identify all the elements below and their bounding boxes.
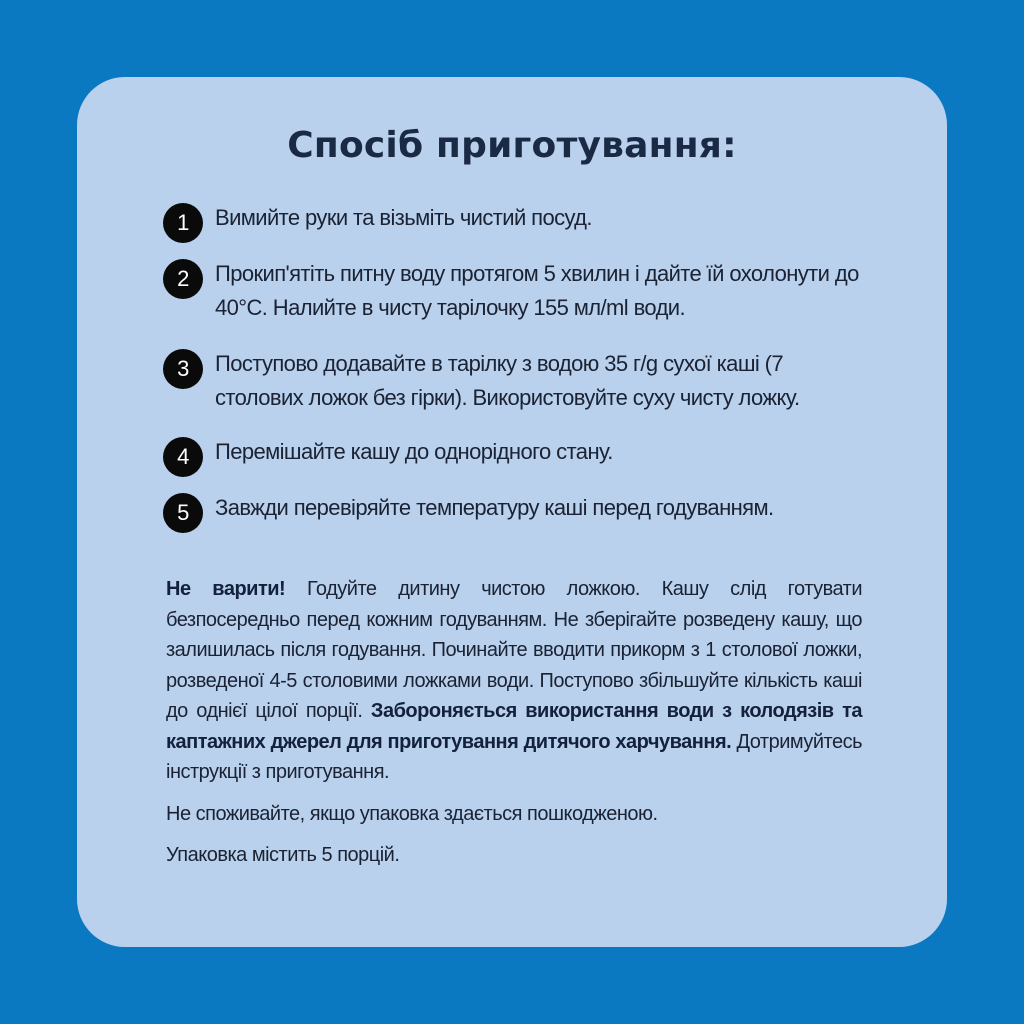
prohibition-bold: Забороняється використання води з колодязів та каптажних джерел для приготування дитячого харчування.: [166, 700, 862, 753]
step-number-badge: 2: [163, 259, 203, 299]
notes-section: [166, 574, 862, 871]
step-text: Перемішайте кашу до однорідного стану.: [215, 439, 613, 464]
instructions-card: [77, 77, 947, 947]
portions-note: Упаковка містить 5 порцій.: [166, 844, 400, 866]
step-text: Поступово додавайте в тарілку з водою 35 г/g сухої каші (7 столових ложок без гірки). Використовуйте суху чисту ложку.: [215, 351, 800, 410]
step-number-badge: 1: [163, 203, 203, 243]
step-1: [163, 201, 863, 235]
step-number-badge: 3: [163, 349, 203, 389]
warning-paragraph: [166, 574, 862, 788]
step-text: Вимийте руки та візьміть чистий посуд.: [215, 205, 592, 230]
step-text: Завжди перевіряйте температуру каші перед годуванням.: [215, 495, 774, 520]
step-text: Прокип'ятіть питну воду протягом 5 хвилин і дайте їй охолонути до 40°C. Налийте в чисту тарілочку 155 мл/ml води.: [215, 261, 859, 320]
instruction-text: Дотримуйтесь інструкції з приготування.: [166, 730, 862, 783]
step-4: [163, 435, 863, 469]
step-3: [163, 347, 863, 415]
step-5: [163, 491, 863, 525]
warning-bold: Не варити!: [166, 578, 286, 600]
step-2: [163, 257, 863, 325]
damaged-package-note: Не споживайте, якщо упаковка здається пошкодженою.: [166, 802, 658, 825]
steps-list: [163, 201, 863, 525]
step-number-badge: 4: [163, 437, 203, 477]
warning-text: Годуйте дитину чистою ложкою. Кашу слід готувати безпосередньо перед кожним годуванням. Не зберігайте розведену кашу, що залишилась після годування. Починайте вводити прикорм з 1 столової ложки, розведеної 4-5 столовими ложками води. Поступово збільшуйте кількість каші до однієї цілої порції.: [166, 578, 863, 722]
step-number-badge: 5: [163, 493, 203, 533]
page-title: Спосіб приготування:: [287, 125, 737, 166]
